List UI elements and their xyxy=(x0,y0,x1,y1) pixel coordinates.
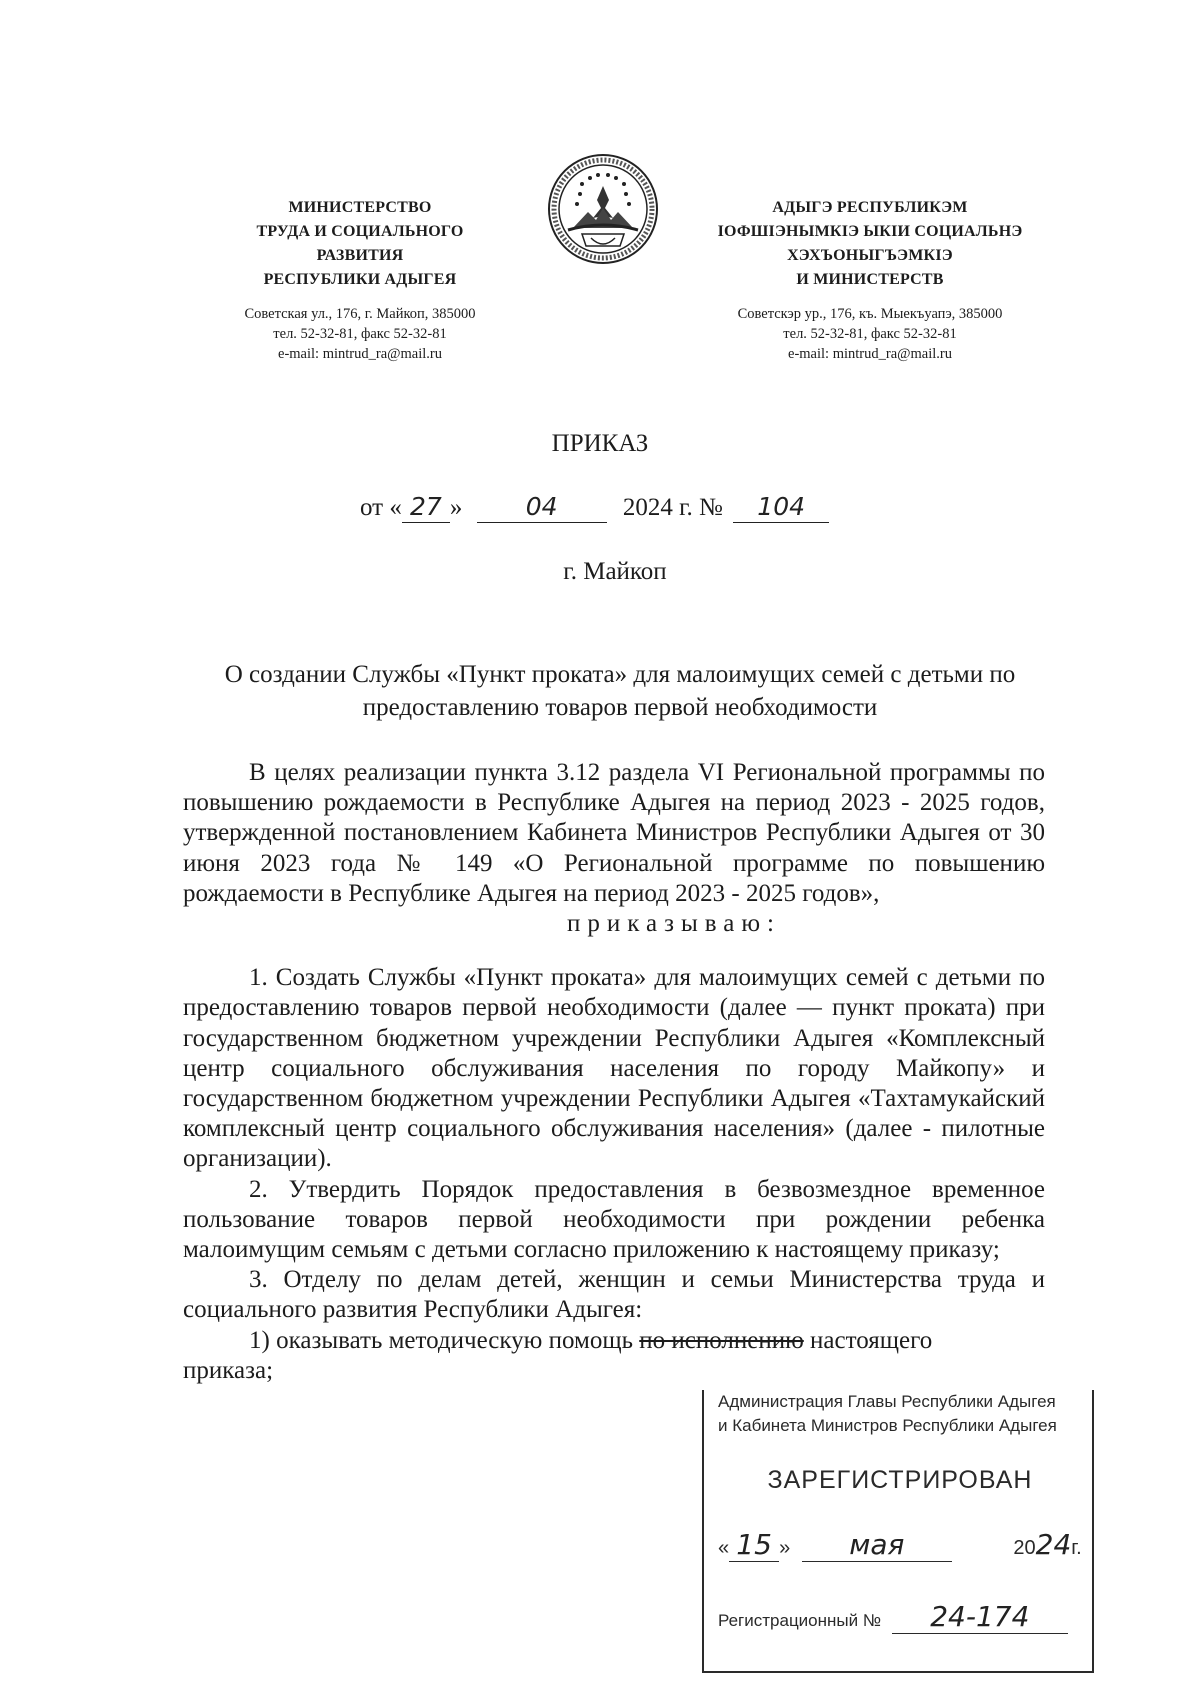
ministry-address-russian xyxy=(190,304,530,364)
order-month-handwritten: 04 xyxy=(477,492,607,523)
header-line: РЕСПУБЛИКИ АДЫГЕЯ xyxy=(263,271,457,288)
stamp-reg-number-handwritten: 24-174 xyxy=(892,1600,1068,1634)
stamp-authority-line: Администрация Главы Республики Адыгея xyxy=(718,1392,1056,1411)
order-word: приказываю: xyxy=(567,910,781,938)
stamp-year-prefix: 20 xyxy=(1013,1537,1036,1559)
order-day-handwritten: 27 xyxy=(402,492,450,523)
ministry-header-russian xyxy=(190,196,530,292)
item-3-1-text-end: настоящего xyxy=(803,1326,933,1354)
item-2-paragraph: 2. Утвердить Порядок предоставления в безвозмездное временное пользование товаров первой необходимости при рождении ребенка малоимущим семьям с детьми согласно приложению к настоящему приказу; xyxy=(183,1175,1045,1264)
stamp-year-end: г. xyxy=(1071,1537,1082,1559)
order-number-handwritten: 104 xyxy=(733,492,829,523)
item-3-1-paragraph xyxy=(183,1326,1045,1356)
address-line: Советская ул., 176, г. Майкоп, 385000 xyxy=(244,306,476,322)
stamp-date-open: « xyxy=(718,1537,730,1559)
coat-of-arms-emblem xyxy=(546,150,660,268)
item-3-1-continuation: приказа; xyxy=(183,1356,274,1384)
stamp-year-handwritten: 24 xyxy=(1035,1528,1072,1561)
order-date-line xyxy=(360,492,829,523)
registration-stamp xyxy=(702,1390,1094,1673)
email-line: e-mail: mintrud_ra@mail.ru xyxy=(278,346,442,362)
item-1-paragraph: 1. Создать Службы «Пункт проката» для малоимущих семей с детьми по предоставлению товаров первой необходимости (далее — пункт проката) при государственном бюджетном учреждении Республики Адыгея «Комплексный центр социального обслуживания населения по городу Майкопу» и государственном бюджетном учреждении Республики Адыгея «Тахтамукайский комплексный центр социального обслуживания населения» (далее - пилотные организации). xyxy=(183,964,1045,1173)
stamp-reg-label: Регистрационный № xyxy=(718,1611,882,1630)
stamp-authority-line: и Кабинета Министров Республики Адыгея xyxy=(718,1416,1057,1435)
header-line: ХЭХЪОНЫГЪЭМКIЭ xyxy=(787,247,953,264)
struck-text: по исполнению xyxy=(639,1326,804,1354)
subject-line: О создании Службы «Пункт проката» для малоимущих семей с детьми по xyxy=(224,661,1016,688)
phone-line: тел. 52-32-81, факс 52-32-81 xyxy=(273,326,447,342)
stamp-reg-number-line xyxy=(718,1600,1068,1634)
phone-line: тел. 52-32-81, факс 52-32-81 xyxy=(783,326,957,342)
date-prefix: от « xyxy=(360,494,402,521)
header-line: МИНИСТЕРСТВО xyxy=(288,199,432,216)
stamp-date-close: » xyxy=(779,1537,791,1559)
document-title: ПРИКАЗ xyxy=(551,430,649,457)
stamp-registered-label: ЗАРЕГИСТРИРОВАН xyxy=(767,1466,1033,1494)
order-body xyxy=(183,758,1045,1386)
ministry-header-adyghe xyxy=(680,196,1060,292)
header-line: АДЫГЭ РЕСПУБЛИКЭМ xyxy=(772,199,968,216)
stamp-month-handwritten: мая xyxy=(802,1528,952,1562)
stamp-date-line xyxy=(718,1528,1082,1562)
address-line: Советскэр ур., 176, къ. Мыекъуапэ, 385000 xyxy=(737,306,1003,322)
order-subject xyxy=(170,658,1070,724)
subject-line: предоставлению товаров первой необходимости xyxy=(362,694,878,721)
order-year: 2024 г. № xyxy=(622,494,723,521)
stamp-day-handwritten: 15 xyxy=(729,1528,779,1562)
header-line: IОФШIЭНЫМКIЭ ЫКIИ СОЦИАЛЬНЭ xyxy=(717,223,1023,240)
preamble-paragraph: В целях реализации пункта 3.12 раздела VI Региональной программы по повышению рождаемости в Республике Адыгея на период 2023 - 2025 годов, утвержденной постановлением Кабинета Министров Республики Адыгея от 30 июня 2023 года № 149 «О Региональной программе по повышению рождаемости в Республике Адыгея на период 2023 - 2025 годов», xyxy=(183,759,1045,907)
header-line: И МИНИСТЕРСТВ xyxy=(796,271,944,288)
item-3-1-text: 1) оказывать методическую помощь xyxy=(249,1326,640,1354)
ministry-address-adyghe xyxy=(680,304,1060,364)
header-line: РАЗВИТИЯ xyxy=(316,247,404,264)
order-city: г. Майкоп xyxy=(563,558,667,585)
item-3-paragraph: 3. Отделу по делам детей, женщин и семьи Министерства труда и социального развития Республики Адыгея: xyxy=(183,1266,1045,1324)
date-close: » xyxy=(449,494,463,521)
header-line: ТРУДА И СОЦИАЛЬНОГО xyxy=(256,223,464,240)
email-line: e-mail: mintrud_ra@mail.ru xyxy=(788,346,952,362)
